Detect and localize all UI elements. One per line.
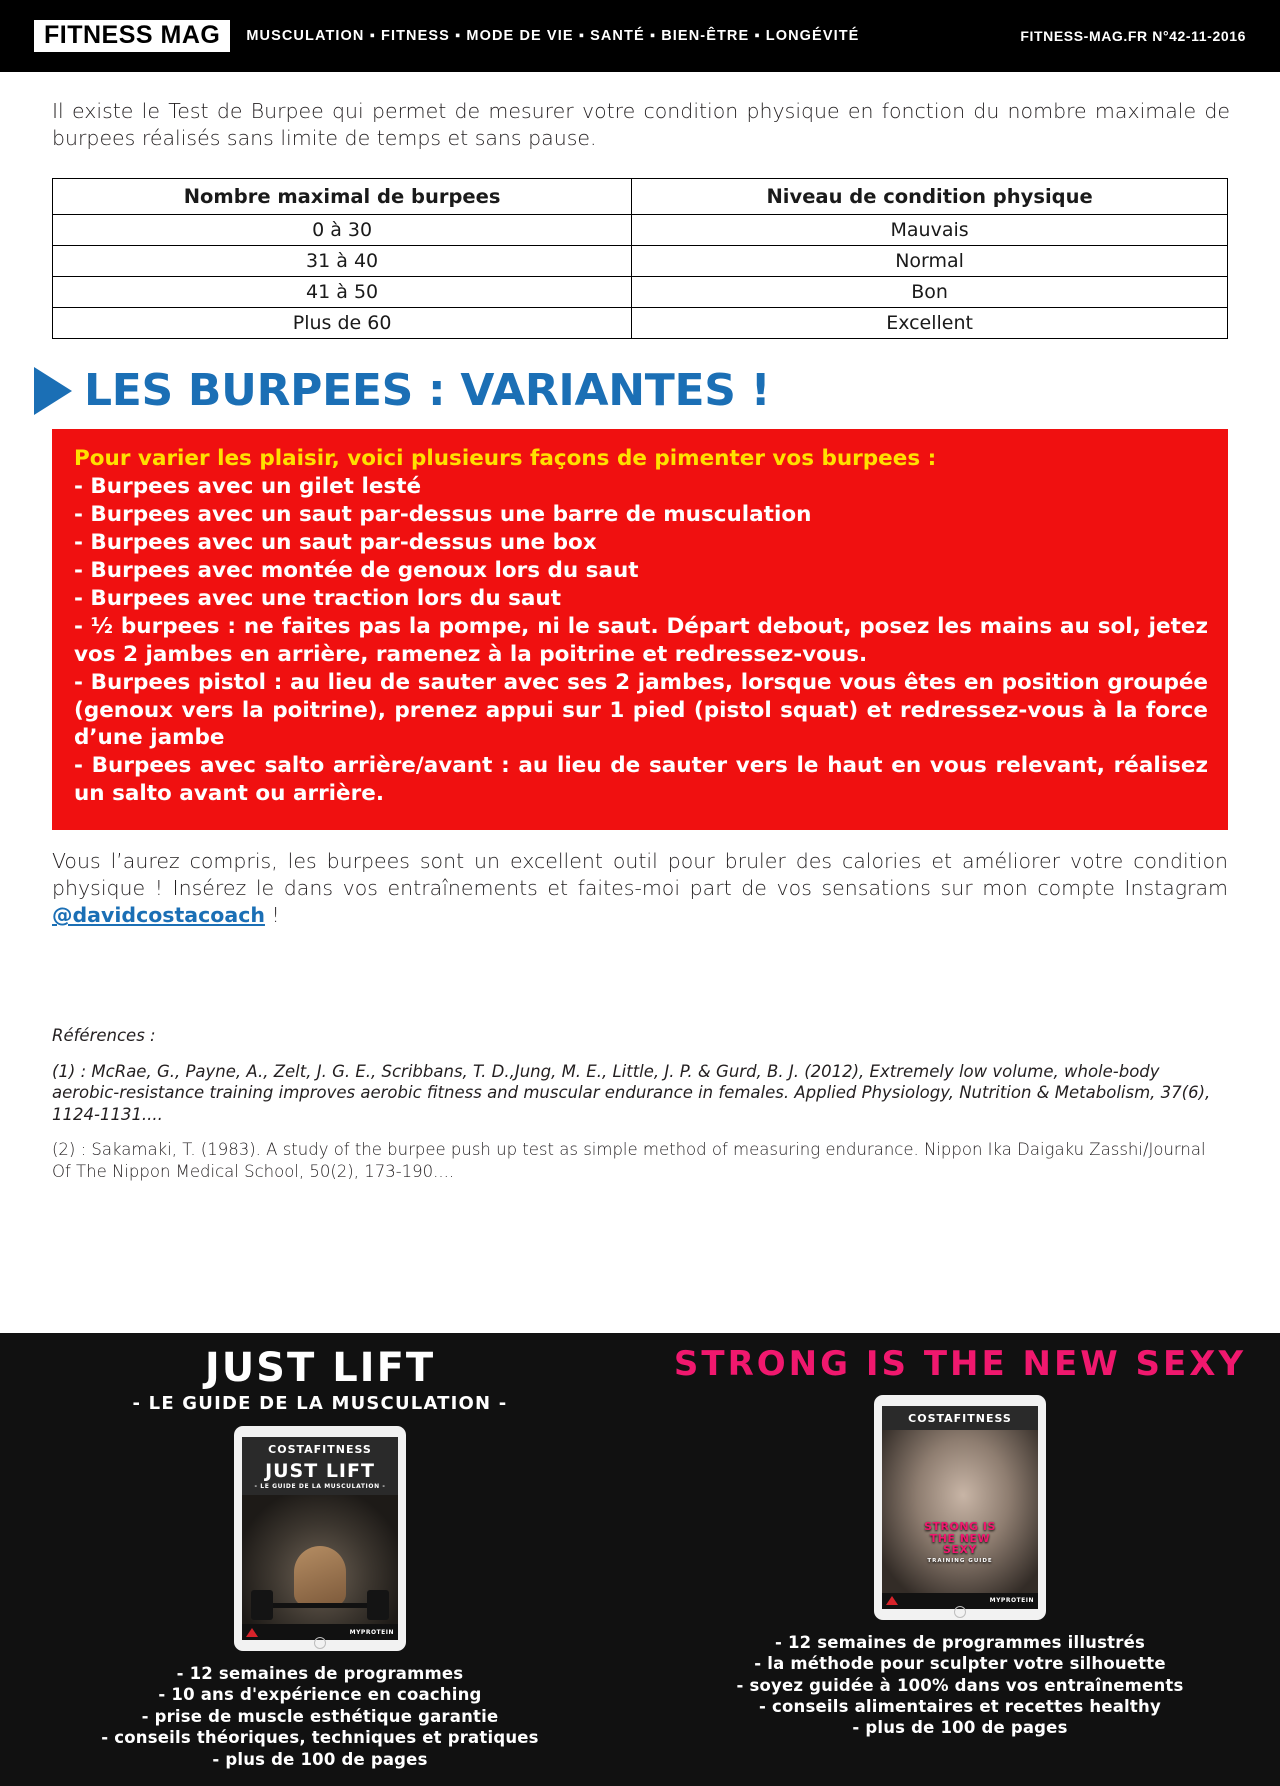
cover-title-left: JUST LIFT bbox=[265, 1460, 375, 1482]
triangle-arrow-icon bbox=[34, 367, 72, 415]
callout-line: - ½ burpees : ne faites pas la pompe, ni le saut. Départ debout, posez les mains au sol, jetez vos 2 jambes en arrière, ramenez à la poitrine et redressez-vous. bbox=[74, 613, 1208, 667]
promo-bullets-left bbox=[101, 1663, 538, 1770]
promo-bullets-right bbox=[736, 1632, 1183, 1739]
bullet-item: - la méthode pour sculpter votre silhouette bbox=[754, 1654, 1166, 1674]
reference-item: (1) : McRae, G., Payne, A., Zelt, J. G. E., Scribbans, T. D.,Jung, M. E., Little, J. P. & Gurd, B. J. (2012), Extremely low volume, whole-body aerobic-resistance training improves aerobic fitness and muscular endurance in females. Applied Physiology, Nutrition & Metabolism, 37(6), 1124-1131.... bbox=[52, 1061, 1211, 1124]
costa-logo-icon bbox=[246, 1628, 258, 1637]
cover-photo-female-athlete bbox=[882, 1430, 1038, 1593]
cover-photo-athlete bbox=[242, 1495, 398, 1624]
callout-line: - Burpees avec une traction lors du saut bbox=[74, 585, 561, 611]
outro-text-end: ! bbox=[264, 903, 280, 928]
table-cell-level: Bon bbox=[632, 277, 1228, 308]
section-heading bbox=[34, 367, 1246, 415]
callout-line: - Burpees avec un gilet lesté bbox=[74, 474, 422, 500]
table-row bbox=[53, 308, 1228, 339]
table-cell-level: Mauvais bbox=[632, 215, 1228, 246]
cover-badge-sub: TRAINING GUIDE bbox=[927, 1557, 993, 1564]
bullet-item: - 10 ans d'expérience en coaching bbox=[158, 1685, 482, 1705]
table-cell-range: 31 à 40 bbox=[53, 246, 632, 277]
instagram-handle-link[interactable]: @davidcostacoach bbox=[52, 903, 265, 928]
table-header-row bbox=[53, 179, 1228, 215]
table-row bbox=[53, 215, 1228, 246]
bullet-item: - 12 semaines de programmes bbox=[176, 1664, 464, 1683]
masthead bbox=[0, 0, 1280, 72]
callout-line: - Burpees avec salto arrière/avant : au lieu de sauter vers le haut en vous relevant, réalisez un salto avant ou arrière. bbox=[74, 753, 1208, 807]
home-button-icon bbox=[954, 1606, 966, 1618]
ebook-cover-strong bbox=[882, 1406, 1038, 1609]
sponsor-label-right: MYPROTEIN bbox=[989, 1597, 1034, 1605]
cover-brand-left: COSTAFITNESS bbox=[268, 1443, 372, 1456]
references-label: Références : bbox=[52, 1026, 156, 1046]
reference-item: (2) : Sakamaki, T. (1983). A study of the burpee push up test as simple method of measuring endurance. Nippon Ika Daigaku Zasshi/Journal Of The Nippon Medical School, 50(2), 173-190.... bbox=[52, 1140, 1206, 1181]
masthead-tagline: MUSCULATION ▪ FITNESS ▪ MODE DE VIE ▪ SANTÉ ▪ BIEN-ÊTRE ▪ LONGÉVITÉ bbox=[246, 28, 860, 44]
callout-lead: Pour varier les plaisir, voici plusieurs façons de pimenter vos burpees : bbox=[74, 446, 937, 472]
cover-subtitle-left: - LE GUIDE DE LA MUSCULATION - bbox=[254, 1483, 386, 1490]
magazine-logo: FITNESS MAG bbox=[34, 20, 230, 52]
athlete-silhouette bbox=[294, 1546, 346, 1606]
outro-paragraph bbox=[52, 848, 1228, 929]
callout-line: - Burpees avec un saut par-dessus une barre de musculation bbox=[74, 501, 812, 527]
table-cell-range: Plus de 60 bbox=[53, 308, 632, 339]
promo-title-right: STRONG IS THE NEW SEXY bbox=[673, 1344, 1247, 1384]
table-row bbox=[53, 277, 1228, 308]
promo-subtitle-left: - LE GUIDE DE LA MUSCULATION - bbox=[132, 1393, 508, 1414]
callout-line: - Burpees avec montée de genoux lors du saut bbox=[74, 557, 639, 583]
table-cell-range: 0 à 30 bbox=[53, 215, 632, 246]
burpee-test-table bbox=[52, 178, 1228, 339]
promo-strong-is-the-new-sexy[interactable] bbox=[640, 1333, 1280, 1786]
references-block bbox=[52, 1025, 1228, 1182]
cover-badge-right bbox=[921, 1521, 999, 1564]
intro-paragraph: Il existe le Test de Burpee qui permet de mesurer votre condition physique en fonction du nombre maximale de burpees réalisés sans limite de temps et sans pause. bbox=[52, 99, 1230, 151]
ebook-cover-just-lift bbox=[242, 1437, 398, 1640]
promo-just-lift[interactable] bbox=[0, 1333, 640, 1786]
outro-text: Vous l’aurez compris, les burpees sont un excellent outil pour bruler des calories et améliorer votre condition physique ! Insérez le dans vos entraînements et faites-moi part de vos sensations sur mon compte Instagram bbox=[52, 849, 1228, 901]
bullet-item: - soyez guidée à 100% dans vos entraînements bbox=[736, 1675, 1184, 1695]
promo-footer bbox=[0, 1333, 1280, 1786]
bullet-item: - plus de 100 de pages bbox=[212, 1749, 428, 1769]
barbell-plate-right bbox=[367, 1590, 389, 1620]
section-title-text: LES BURPEES : VARIANTES ! bbox=[84, 365, 771, 417]
table-row bbox=[53, 246, 1228, 277]
cover-badge-text: STRONG IS THE NEW SEXY bbox=[924, 1520, 996, 1557]
cover-brand-right: COSTAFITNESS bbox=[908, 1411, 1012, 1425]
promo-title-left: JUST LIFT bbox=[204, 1345, 436, 1391]
issue-info: FITNESS-MAG.FR N°42-11-2016 bbox=[1020, 28, 1246, 44]
home-button-icon bbox=[314, 1637, 326, 1649]
bullet-item: - conseils théoriques, techniques et pratiques bbox=[101, 1728, 539, 1748]
barbell-bar bbox=[254, 1603, 385, 1608]
callout-line: - Burpees pistol : au lieu de sauter avec ses 2 jambes, lorsque vous êtes en position groupée (genoux vers la poitrine), prenez appui sur 1 pied (pistol squat) et redressez-vous à la force d’une jambe bbox=[74, 669, 1208, 751]
barbell-plate-left bbox=[251, 1590, 273, 1620]
tablet-mockup-left bbox=[234, 1426, 406, 1651]
table-header-cell: Niveau de condition physique bbox=[632, 179, 1228, 215]
bullet-item: - plus de 100 de pages bbox=[852, 1718, 1068, 1738]
page-content bbox=[0, 98, 1280, 1182]
table-cell-range: 41 à 50 bbox=[53, 277, 632, 308]
bullet-item: - 12 semaines de programmes illustrés bbox=[774, 1632, 1145, 1652]
tablet-mockup-right bbox=[874, 1395, 1046, 1620]
callout-line: - Burpees avec un saut par-dessus une box bbox=[74, 529, 597, 555]
sponsor-label-left: MYPROTEIN bbox=[349, 1628, 394, 1636]
costa-logo-icon bbox=[886, 1596, 898, 1605]
variants-callout-box bbox=[52, 429, 1228, 830]
table-cell-level: Normal bbox=[632, 246, 1228, 277]
bullet-item: - conseils alimentaires et recettes healthy bbox=[759, 1697, 1161, 1716]
bullet-item: - prise de muscle esthétique garantie bbox=[141, 1706, 499, 1726]
table-cell-level: Excellent bbox=[632, 308, 1228, 339]
table-header-cell: Nombre maximal de burpees bbox=[53, 179, 632, 215]
